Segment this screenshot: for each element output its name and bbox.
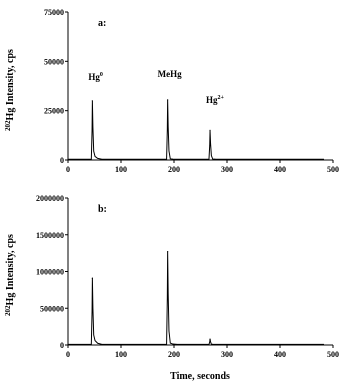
y-axis-label-text: Hg Intensity, cps xyxy=(5,49,16,121)
panel-b-chart xyxy=(36,194,339,359)
y-tick-label: 2000000 xyxy=(36,194,64,203)
peak-annotation xyxy=(158,69,182,79)
y-tick-label: 0 xyxy=(60,341,64,350)
x-tick-label: 100 xyxy=(115,165,127,174)
peak-point xyxy=(209,339,210,340)
x-tick-label: 400 xyxy=(274,350,286,359)
y-tick-label: 50000 xyxy=(44,57,64,67)
peak-annotation-sup: 2+ xyxy=(217,95,224,101)
x-tick-label: 500 xyxy=(327,350,339,359)
y-tick-label: 500000 xyxy=(40,304,64,314)
peak-point xyxy=(167,99,168,100)
x-tick-label: 200 xyxy=(168,165,180,174)
y-tick-label: 1500000 xyxy=(36,230,64,240)
panel-b-label: b: xyxy=(98,204,107,215)
peak-annotation-sup: 0 xyxy=(99,72,103,78)
x-tick-label: 0 xyxy=(66,165,70,174)
x-tick-label: 500 xyxy=(327,165,339,174)
y-tick-label: 25000 xyxy=(44,106,64,116)
y-axis-label-sup: 202 xyxy=(4,305,12,316)
x-axis-label: Time, seconds xyxy=(170,371,230,382)
peak-annotation-base: Hg xyxy=(206,95,218,105)
panel-a-label: a: xyxy=(98,18,107,29)
y-tick-label: 75000 xyxy=(44,8,64,17)
peak-point xyxy=(92,100,93,101)
y-tick-label: 1000000 xyxy=(36,267,64,277)
x-tick-label: 0 xyxy=(66,350,70,359)
y-tick-label: 0 xyxy=(60,156,64,165)
peak-annotation xyxy=(206,95,225,105)
x-tick-label: 100 xyxy=(115,350,127,359)
x-tick-label: 300 xyxy=(221,350,233,359)
peak-point xyxy=(167,251,168,252)
y-axis-label-bottom xyxy=(4,234,16,316)
peak-annotation-base: MeHg xyxy=(157,69,182,79)
x-tick-label: 300 xyxy=(221,165,233,174)
peak-annotation xyxy=(88,72,103,82)
series-trace xyxy=(69,100,324,159)
peak-point xyxy=(209,130,210,131)
y-axis-label-sup: 202 xyxy=(4,120,12,131)
peak-point xyxy=(92,278,93,279)
peak-annotation-base: Hg xyxy=(88,72,100,82)
x-tick-label: 400 xyxy=(274,165,286,174)
x-tick-label: 200 xyxy=(168,350,180,359)
y-axis-label-text: Hg Intensity, cps xyxy=(5,234,16,306)
y-axis-label-top xyxy=(4,49,16,131)
series-trace xyxy=(69,252,324,345)
panel-a-chart xyxy=(44,8,339,174)
